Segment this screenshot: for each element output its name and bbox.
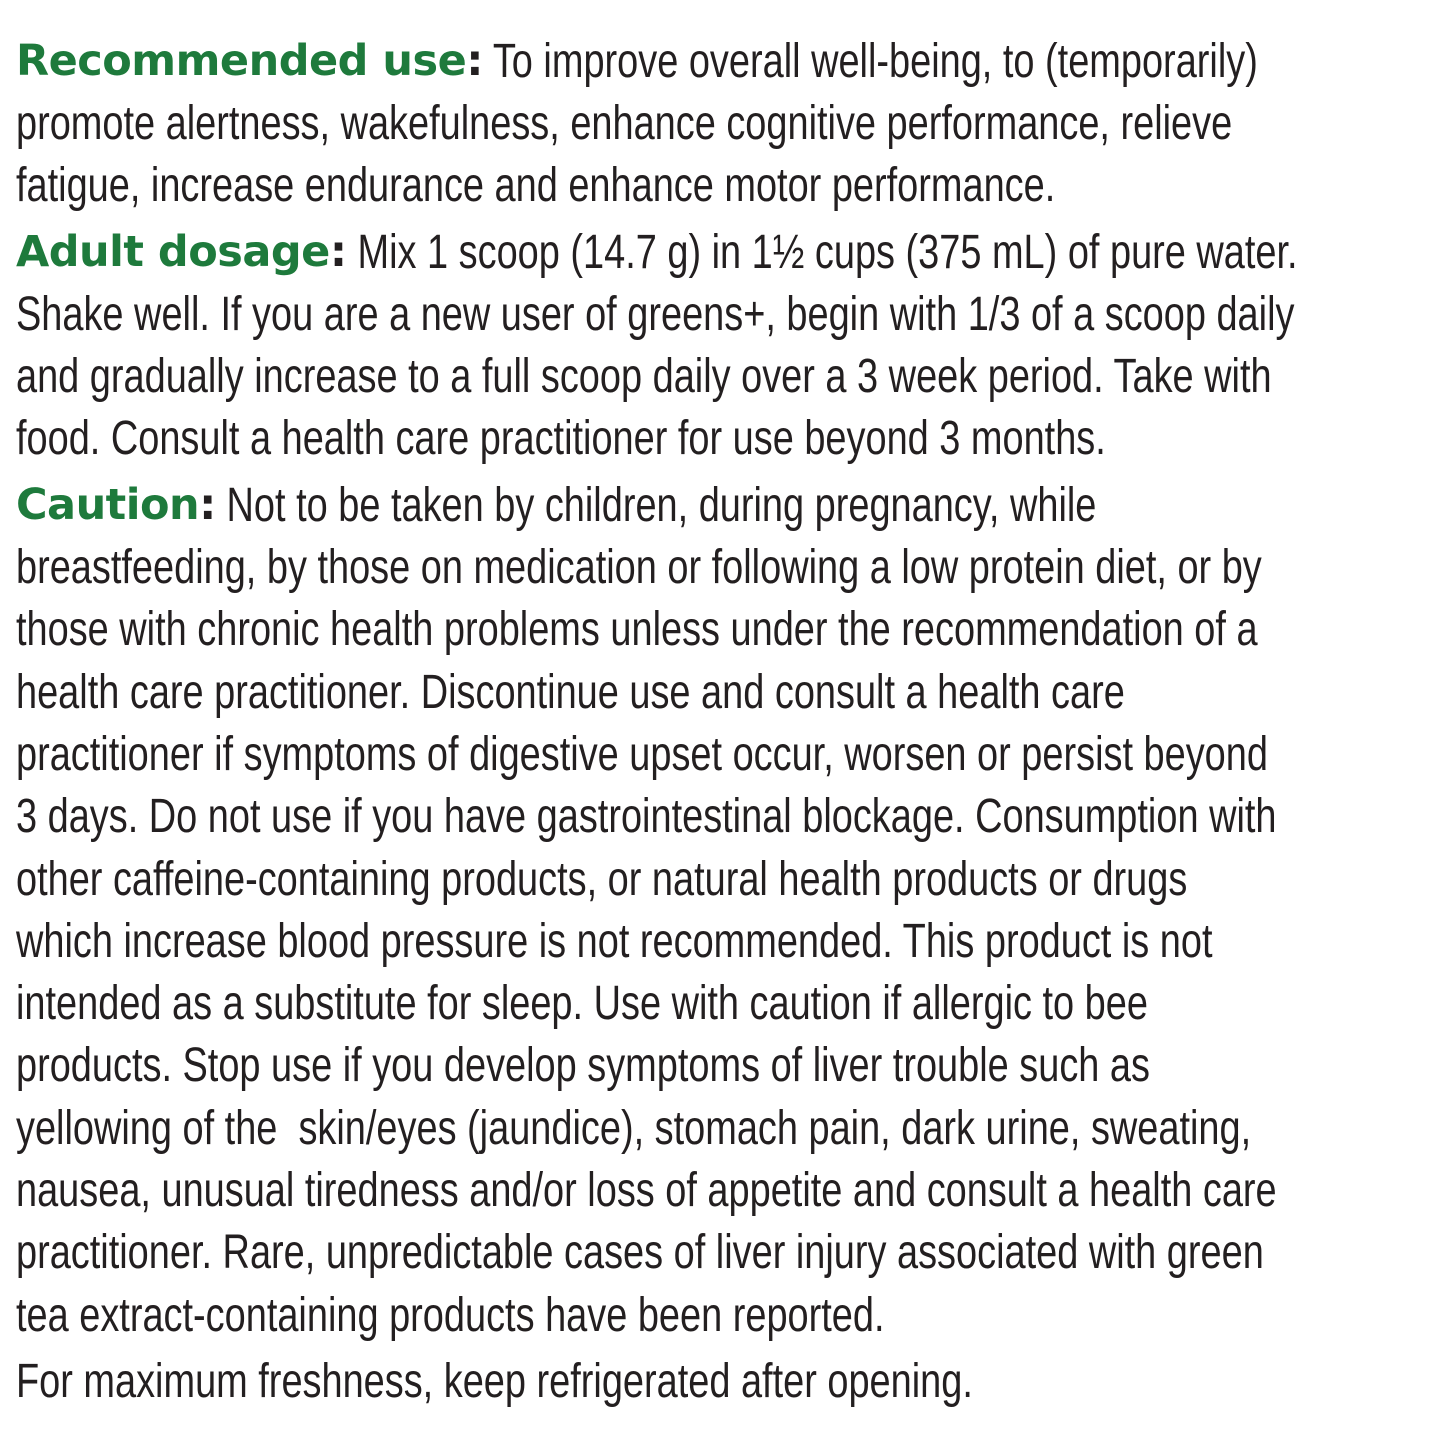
body-text: intended as a substitute for sleep. Use with caution if allergic to bee [16, 977, 1148, 1031]
text-line [16, 30, 1445, 92]
text-line [16, 972, 1445, 1034]
section-heading [16, 227, 347, 277]
text-line [16, 910, 1445, 972]
body-text: fatigue, increase endurance and enhance motor performance. [16, 159, 1056, 213]
body-text: yellowing of the skin/eyes (jaundice), stomach pain, dark urine, sweating, [16, 1101, 1252, 1155]
body-text: and gradually increase to a full scoop daily over a 3 week period. Take with [16, 350, 1272, 404]
body-text: promote alertness, wakefulness, enhance cognitive performance, relieve [16, 96, 1233, 150]
text-line [16, 1035, 1445, 1097]
body-text: food. Consult a health care practitioner for use beyond 3 months. [16, 412, 1106, 466]
body-text: Mix 1 scoop (14.7 g) in 1½ cups (375 mL) of pure water. [346, 225, 1298, 279]
text-line [16, 786, 1445, 848]
body-text: other caffeine-containing products, or natural health products or drugs [16, 852, 1188, 906]
text-line [16, 345, 1445, 407]
text-line [16, 283, 1445, 345]
text-line [16, 221, 1445, 283]
body-text: tea extract-containing products have been reported. [16, 1288, 885, 1342]
text-line [16, 1159, 1445, 1221]
body-text: those with chronic health problems unless under the recommendation of a [16, 603, 1258, 657]
text-line [16, 599, 1445, 661]
product-label-text [16, 30, 1445, 1413]
body-text: practitioner. Rare, unpredictable cases of liver injury associated with green [16, 1226, 1264, 1280]
text-line [16, 474, 1445, 536]
body-text: health care practitioner. Discontinue use and consult a health care [16, 665, 1125, 719]
text-line [16, 408, 1445, 470]
text-line [16, 848, 1445, 910]
body-text: practitioner if symptoms of digestive upset occur, worsen or persist beyond [16, 727, 1268, 781]
text-line [16, 661, 1445, 723]
body-text: Shake well. If you are a new user of greens+, begin with 1/3 of a scoop daily [16, 287, 1295, 341]
body-text: To improve overall well-being, to (temporarily) [482, 34, 1258, 88]
heading-text: Recommended use [16, 36, 467, 87]
colon: : [466, 36, 483, 87]
section-caution [16, 474, 1445, 1346]
body-text: products. Stop use if you develop symptoms of liver trouble such as [16, 1039, 1150, 1093]
body-text: nausea, unusual tiredness and/or loss of appetite and consult a health care [16, 1163, 1277, 1217]
section-heading [16, 480, 216, 530]
section-adult-dosage [16, 221, 1445, 470]
text-line [16, 536, 1445, 598]
colon: : [199, 480, 216, 531]
text-line [16, 1222, 1445, 1284]
heading-text: Adult dosage [16, 227, 330, 278]
body-text: 3 days. Do not use if you have gastrointestinal blockage. Consumption with [16, 790, 1277, 844]
text-line [16, 92, 1445, 154]
text-line [16, 723, 1445, 785]
text-line [16, 155, 1445, 217]
colon: : [329, 227, 347, 278]
section-heading [16, 36, 483, 86]
section-recommended-use [16, 30, 1445, 217]
heading-text: Caution [16, 480, 200, 531]
body-text: Not to be taken by children, during pregnancy, while [215, 478, 1097, 532]
storage-text: For maximum freshness, keep refrigerated after opening. [16, 1354, 973, 1408]
body-text: breastfeeding, by those on medication or following a low protein diet, or by [16, 541, 1262, 595]
storage-note [16, 1350, 1445, 1412]
text-line [16, 1097, 1445, 1159]
text-line [16, 1284, 1445, 1346]
body-text: which increase blood pressure is not recommended. This product is not [16, 914, 1213, 968]
